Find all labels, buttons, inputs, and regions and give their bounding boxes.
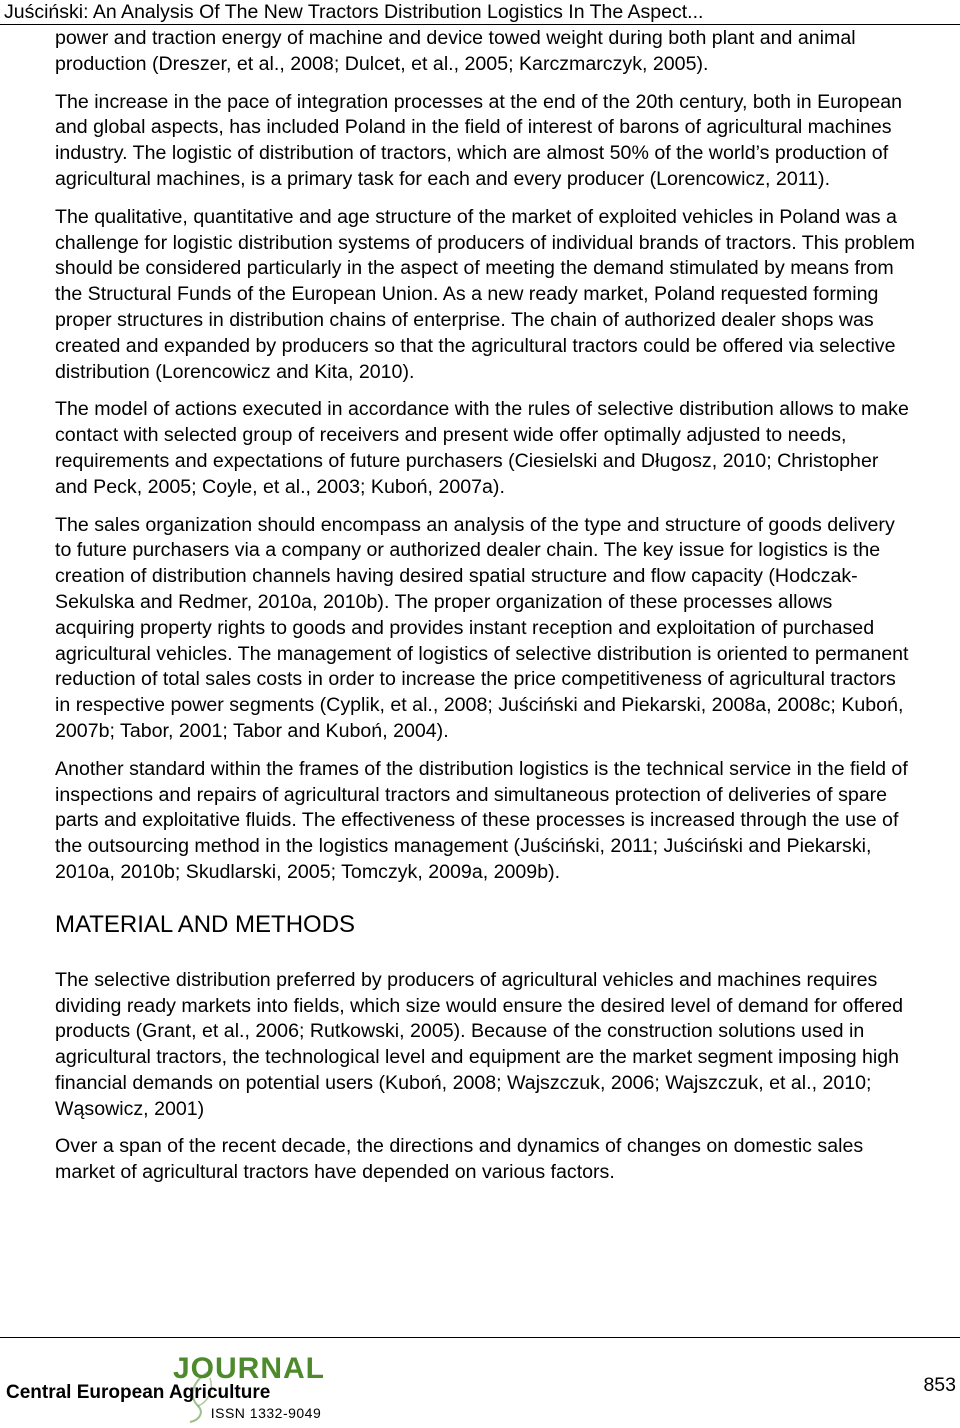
logo-journal-name: Central European Agriculture (6, 1382, 271, 1403)
header-divider (0, 24, 960, 25)
paragraph: The model of actions executed in accordance with the rules of selective distribution allows to make contact with selected group of receivers and present wide offer optimally adjusted to needs, requirements and expectations of future purchasers (Ciesielski and Długosz, 2010; Christopher and Peck, 2005; Coyle, et al., 2003; Kuboń, 2007a). (55, 398, 909, 498)
journal-logo (6, 1352, 336, 1424)
paragraph: The increase in the pace of integration processes at the end of the 20th century, both in European and global aspects, has included Poland in the field of interest of barons of agricultural machines industry. The logistic of distribution of tractors, which are almost 50% of the world’s production of agricultural machines, is a primary task for each and every producer (Lorencowicz, 2011). (55, 90, 903, 190)
logo-issn: ISSN 1332-9049 (210, 1405, 322, 1421)
paragraph: power and traction energy of machine and device towed weight during both plant and animal production (Dreszer, et al., 2008; Dulcet, et al., 2005; Karczmarczyk, 2005). (55, 27, 856, 75)
page-number: 853 (923, 1374, 956, 1396)
paragraph: The qualitative, quantitative and age structure of the market of exploited vehicles in Poland was a challenge for logistic distribution systems of producers of individual brands of tractors. This problem should be considered particularly in the aspect of meeting the demand stimulated by means from the Structural Funds of the European Union. As a new ready market, Poland requested forming proper structures in distribution chains of enterprise. The chain of authorized dealer shops was created and expanded by producers so that the agricultural tractors could be offered via selective distribution (Lorencowicz and Kita, 2010). (55, 205, 915, 383)
paragraph: The selective distribution preferred by producers of agricultural vehicles and machines requires dividing ready markets into fields, which size would ensure the desired level of demand for offered products (Grant, et al., 2006; Rutkowski, 2005). Because of the construction solutions used in agricultural tractors, the technological level and equipment are the market segment imposing high financial demands on potential users (Kuboń, 2008; Wajszczuk, 2006; Wajszczuk, et al., 2010; Wąsowicz, 2001) (55, 968, 904, 1120)
paragraph: Another standard within the frames of the distribution logistics is the technical service in the field of inspections and repairs of agricultural tractors and simultaneous protection of deliveries of spare parts and exploitative fluids. The effectiveness of these processes is increased through the use of the outsourcing method in the logistics management (Juściński, 2011; Juściński and Piekarski, 2010a, 2010b; Skudlarski, 2005; Tomczyk, 2009a, 2009b). (55, 757, 908, 883)
logo-journal-text: JOURNAL (172, 1352, 325, 1385)
running-title: Juściński: An Analysis Of The New Tractors Distribution Logistics In The Aspect... (4, 1, 704, 23)
article-body (55, 26, 915, 1198)
paragraph: Over a span of the recent decade, the directions and dynamics of changes on domestic sales market of agricultural tractors have depended on various factors. (55, 1135, 864, 1184)
paragraph: The sales organization should encompass an analysis of the type and structure of goods delivery to future purchasers via a company or authorized dealer chain. The key issue for logistics is the creation of distribution channels having desired spatial structure and flow capacity (Hodczak-Sekulska and Redmer, 2010a, 2010b). The proper organization of these processes allows acquiring property rights to goods and provides instant reception and exploitation of purchased agricultural vehicles. The management of logistics of selective distribution is oriented to permanent reduction of total sales costs in order to increase the price competitiveness of agricultural tractors in respective power segments (Cyplik, et al., 2008; Juściński and Piekarski, 2008a, 2008c; Kuboń, 2007b; Tabor, 2001; Tabor and Kuboń, 2004). (55, 513, 909, 742)
footer-divider (0, 1337, 960, 1338)
section-heading: MATERIAL AND METHODS (55, 910, 356, 938)
